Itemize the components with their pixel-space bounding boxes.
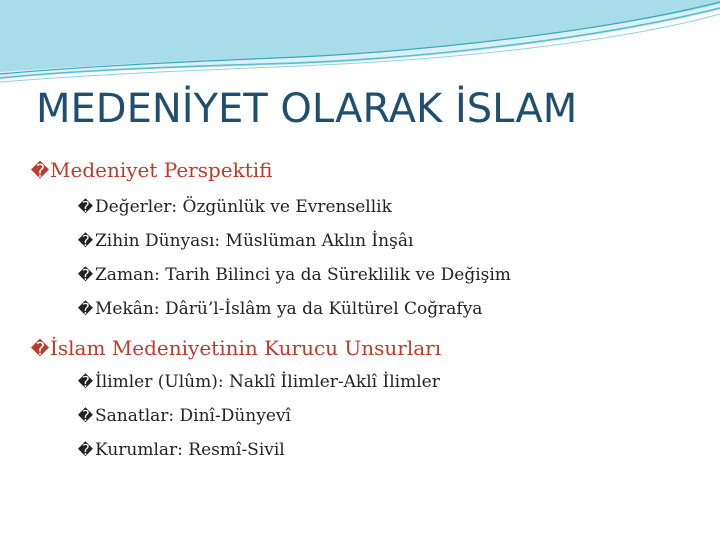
bullet-icon: � xyxy=(77,373,94,391)
bullet-icon: � xyxy=(30,161,50,182)
bullet-icon: � xyxy=(77,266,94,284)
list-item xyxy=(76,197,392,217)
list-item-text: Kurumlar: Resmî-Sivil xyxy=(95,440,285,460)
list-item xyxy=(76,265,511,285)
section-heading xyxy=(30,158,273,182)
slide-title: MEDENİYET OLARAK İSLAM xyxy=(36,86,578,132)
list-item-text: Zaman: Tarih Bilinci ya da Süreklilik ve Değişim xyxy=(95,265,511,285)
list-item xyxy=(76,440,285,460)
bullet-icon: � xyxy=(77,300,94,318)
list-item-text: İlimler (Ulûm): Naklî İlimler-Aklî İlimler xyxy=(95,372,440,392)
list-item-text: Mekân: Dârü’l-İslâm ya da Kültürel Coğrafya xyxy=(95,299,483,319)
bullet-icon: � xyxy=(77,441,94,459)
list-item xyxy=(76,231,413,251)
bullet-icon: � xyxy=(77,198,94,216)
list-item-text: Zihin Dünyası: Müslüman Aklın İnşâı xyxy=(95,231,414,251)
section-heading-text: Medeniyet Perspektifi xyxy=(50,158,273,182)
section-heading xyxy=(30,336,441,360)
list-item xyxy=(76,372,440,392)
list-item-text: Değerler: Özgünlük ve Evrensellik xyxy=(95,197,392,217)
list-item-text: Sanatlar: Dinî-Dünyevî xyxy=(95,406,291,426)
bullet-icon: � xyxy=(77,407,94,425)
list-item xyxy=(76,299,482,319)
list-item xyxy=(76,406,291,426)
bullet-icon: � xyxy=(30,339,50,360)
bullet-icon: � xyxy=(77,232,94,250)
section-heading-text: İslam Medeniyetinin Kurucu Unsurları xyxy=(50,336,442,360)
